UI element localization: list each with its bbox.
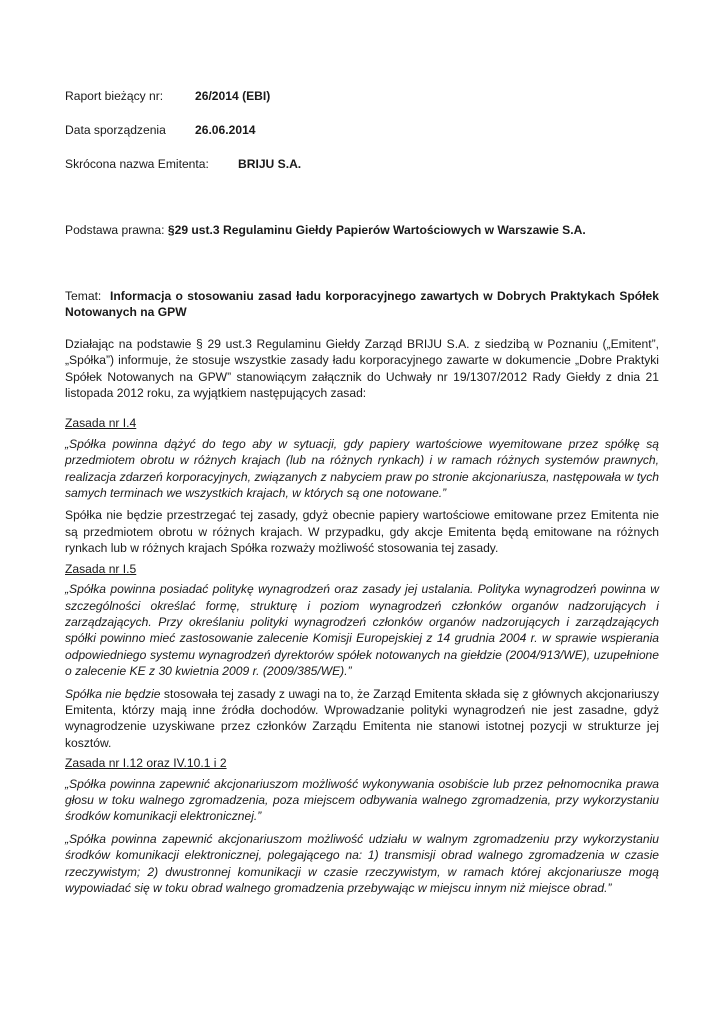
subject	[65, 288, 659, 321]
section-heading: Zasada nr I.4	[65, 416, 137, 431]
section-comment: Spółka nie będzie przestrzegać tej zasady, gdyż obecnie papiery wartościowe emitowane przez Emitenta nie są przedmiotem obrotu w różnych krajach. W przypadku, gdy akcje Emitenta będą emitowane na różnych rynkach lub w różnych krajach Spółka rozważy możliwość stosowania tej zasady.	[65, 508, 659, 556]
subject-value: Informacja o stosowaniu zasad ładu korporacyjnego zawartych w Dobrych Praktykach Spółek Notowanych na GPW	[65, 289, 659, 320]
issuer-label: Skrócona nazwa Emitenta:	[65, 157, 209, 171]
section-comment-rest: stosowała tej zasady z uwagi na to, że Zarząd Emitenta składa się z głównych akcjonariuszy Emitenta, którzy mają inne źródła dochodów. Wprowadzanie polityki wynagrodzeń nie jest zasadne, gdyż wynagrodzenie uzyskiwane przez członków Zarządu Emitenta nie stanowi istotnej pozycji w strukturze jej kosztów.	[65, 686, 659, 750]
legal-basis	[65, 222, 586, 238]
date-value: 26.06.2014	[195, 123, 256, 137]
report-number-value: 26/2014 (EBI)	[195, 89, 271, 103]
date-label: Data sporządzenia	[65, 123, 166, 137]
section-quote: „Spółka powinna zapewnić akcjonariuszom możliwość wykonywania osobiście lub przez pełnomocnika prawa głosu w toku walnego zgromadzenia, poza miejscem odbywania walnego zgromadzenia, przy wykorzystaniu środków komunikacji elektronicznej.”	[65, 776, 659, 824]
section-heading: Zasada nr I.5	[65, 561, 137, 576]
section-comment-lead: Spółka nie będzie	[65, 686, 161, 701]
legal-basis-label: Podstawa prawna:	[65, 223, 165, 237]
section-quote: „Spółka powinna posiadać politykę wynagrodzeń oraz zasady jej ustalania. Polityka wynagrodzeń powinna w szczególności określać formę, strukturę i poziom wynagrodzeń członków organów nadzorujących i zarządzających. Przy określaniu polityki wynagrodzeń członków organów nadzorujących i zarządzających spółki powinno mieć zastosowanie zalecenie Komisji Europejskiej z 14 grudnia 2004 r. w sprawie wspierania odpowiedniego systemu wynagrodzeń dyrektorów spółek notowanych na giełdzie (2004/913/WE), uzupełnione o zalecenie KE z 30 kwietnia 2009 r. (2009/385/WE).”	[65, 582, 659, 679]
section-comment	[65, 686, 659, 752]
issuer-value: BRIJU S.A.	[238, 157, 302, 171]
section-heading: Zasada nr I.12 oraz IV.10.1 i 2	[65, 756, 227, 771]
report-number-label: Raport bieżący nr:	[65, 89, 164, 103]
section-quote-2: „Spółka powinna zapewnić akcjonariuszom możliwość udziału w walnym zgromadzeniu przy wykorzystaniu środków komunikacji elektronicznej, polegającego na: 1) transmisji obrad walnego zgromadzenia w czasie rzeczywistym; 2) dwustronnej komunikacji w czasie rzeczywistym, w ramach której akcjonariusze mogą wypowiadać się w toku obrad walnego gromadzenia przebywając w miejscu innym niż miejsce obrad.”	[65, 831, 659, 895]
subject-label: Temat:	[65, 289, 102, 303]
section-quote: „Spółka powinna dążyć do tego aby w sytuacji, gdy papiery wartościowe wyemitowane przez spółkę są przedmiotem obrotu w różnych krajach (lub na różnych rynkach) i w ramach różnych systemów prawnych, realizacja zdarzeń korporacyjnych, związanych z nabyciem praw po stronie akcjonariusza, następowała w tych samych terminach we wszystkich krajach, w których są one notowane.”	[65, 436, 659, 501]
legal-basis-value: §29 ust.3 Regulaminu Giełdy Papierów Wartościowych w Warszawie S.A.	[167, 223, 586, 237]
document-body	[65, 288, 659, 896]
intro-paragraph: Działając na podstawie § 29 ust.3 Regulaminu Giełdy Zarząd BRIJU S.A. z siedzibą w Poznaniu („Emitent”, „Spółka”) informuje, że stosuje wszystkie zasady ładu korporacyjnego zawarte w dokumencie „Dobre Praktyki Spółek Notowanych na GPW” stanowiącym załącznik do Uchwały nr 19/1307/2012 Rady Giełdy z dnia 21 listopada 2012 roku, za wyjątkiem następujących zasad:	[65, 336, 659, 401]
